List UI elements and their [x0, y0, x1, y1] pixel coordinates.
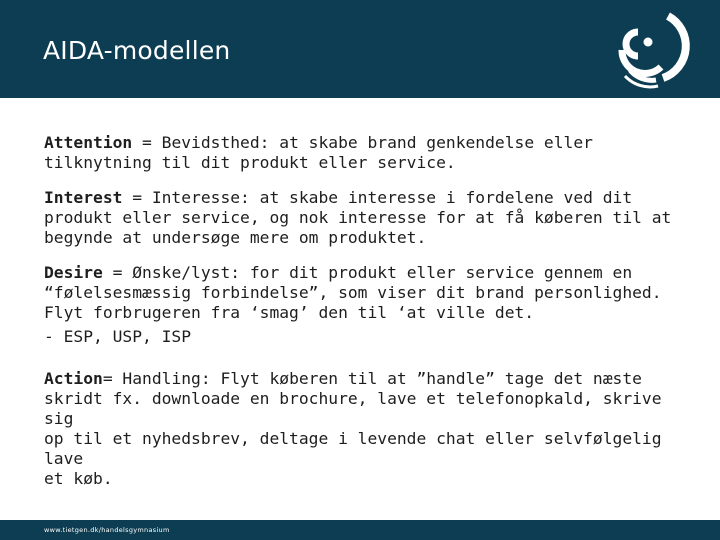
desire-paragraph: [44, 263, 694, 323]
action-term: Action: [44, 369, 103, 388]
slide-title: AIDA-modellen: [43, 36, 231, 65]
attention-text: = Bevidsthed: at skabe brand genkendelse eller tilknytning til dit produkt eller service.: [44, 133, 593, 172]
interest-term: Interest: [44, 188, 123, 207]
interest-text: = Interesse: at skabe interesse i fordelene ved dit produkt eller service, og nok interesse for at få køberen til at begynde at undersøge mere om produktet.: [44, 188, 672, 247]
attention-paragraph: [44, 133, 694, 173]
slide-body: [44, 133, 694, 504]
tietgen-logo-icon: [608, 6, 692, 90]
slide-footer: [0, 520, 720, 540]
action-paragraph: [44, 369, 694, 489]
desire-extra: - ESP, USP, ISP: [44, 327, 192, 346]
slide-header: [0, 0, 720, 98]
action-text: = Handling: Flyt køberen til at ”handle” tage det næste skridt fx. downloade en brochure, lave et telefonopkald, skrive sig op til et nyhedsbrev, deltage i levende chat eller selvfølgelig lave et køb.: [44, 369, 662, 488]
interest-paragraph: [44, 188, 694, 248]
desire-term: Desire: [44, 263, 103, 282]
footer-url: www.tietgen.dk/handelsgymnasium: [44, 526, 170, 534]
attention-term: Attention: [44, 133, 133, 152]
desire-text: = Ønske/lyst: for dit produkt eller service gennem en “følelsesmæssig forbindelse”, som viser dit brand personlighed. Flyt forbrugeren fra ‘smag’ den til ‘at ville det.: [44, 263, 662, 322]
